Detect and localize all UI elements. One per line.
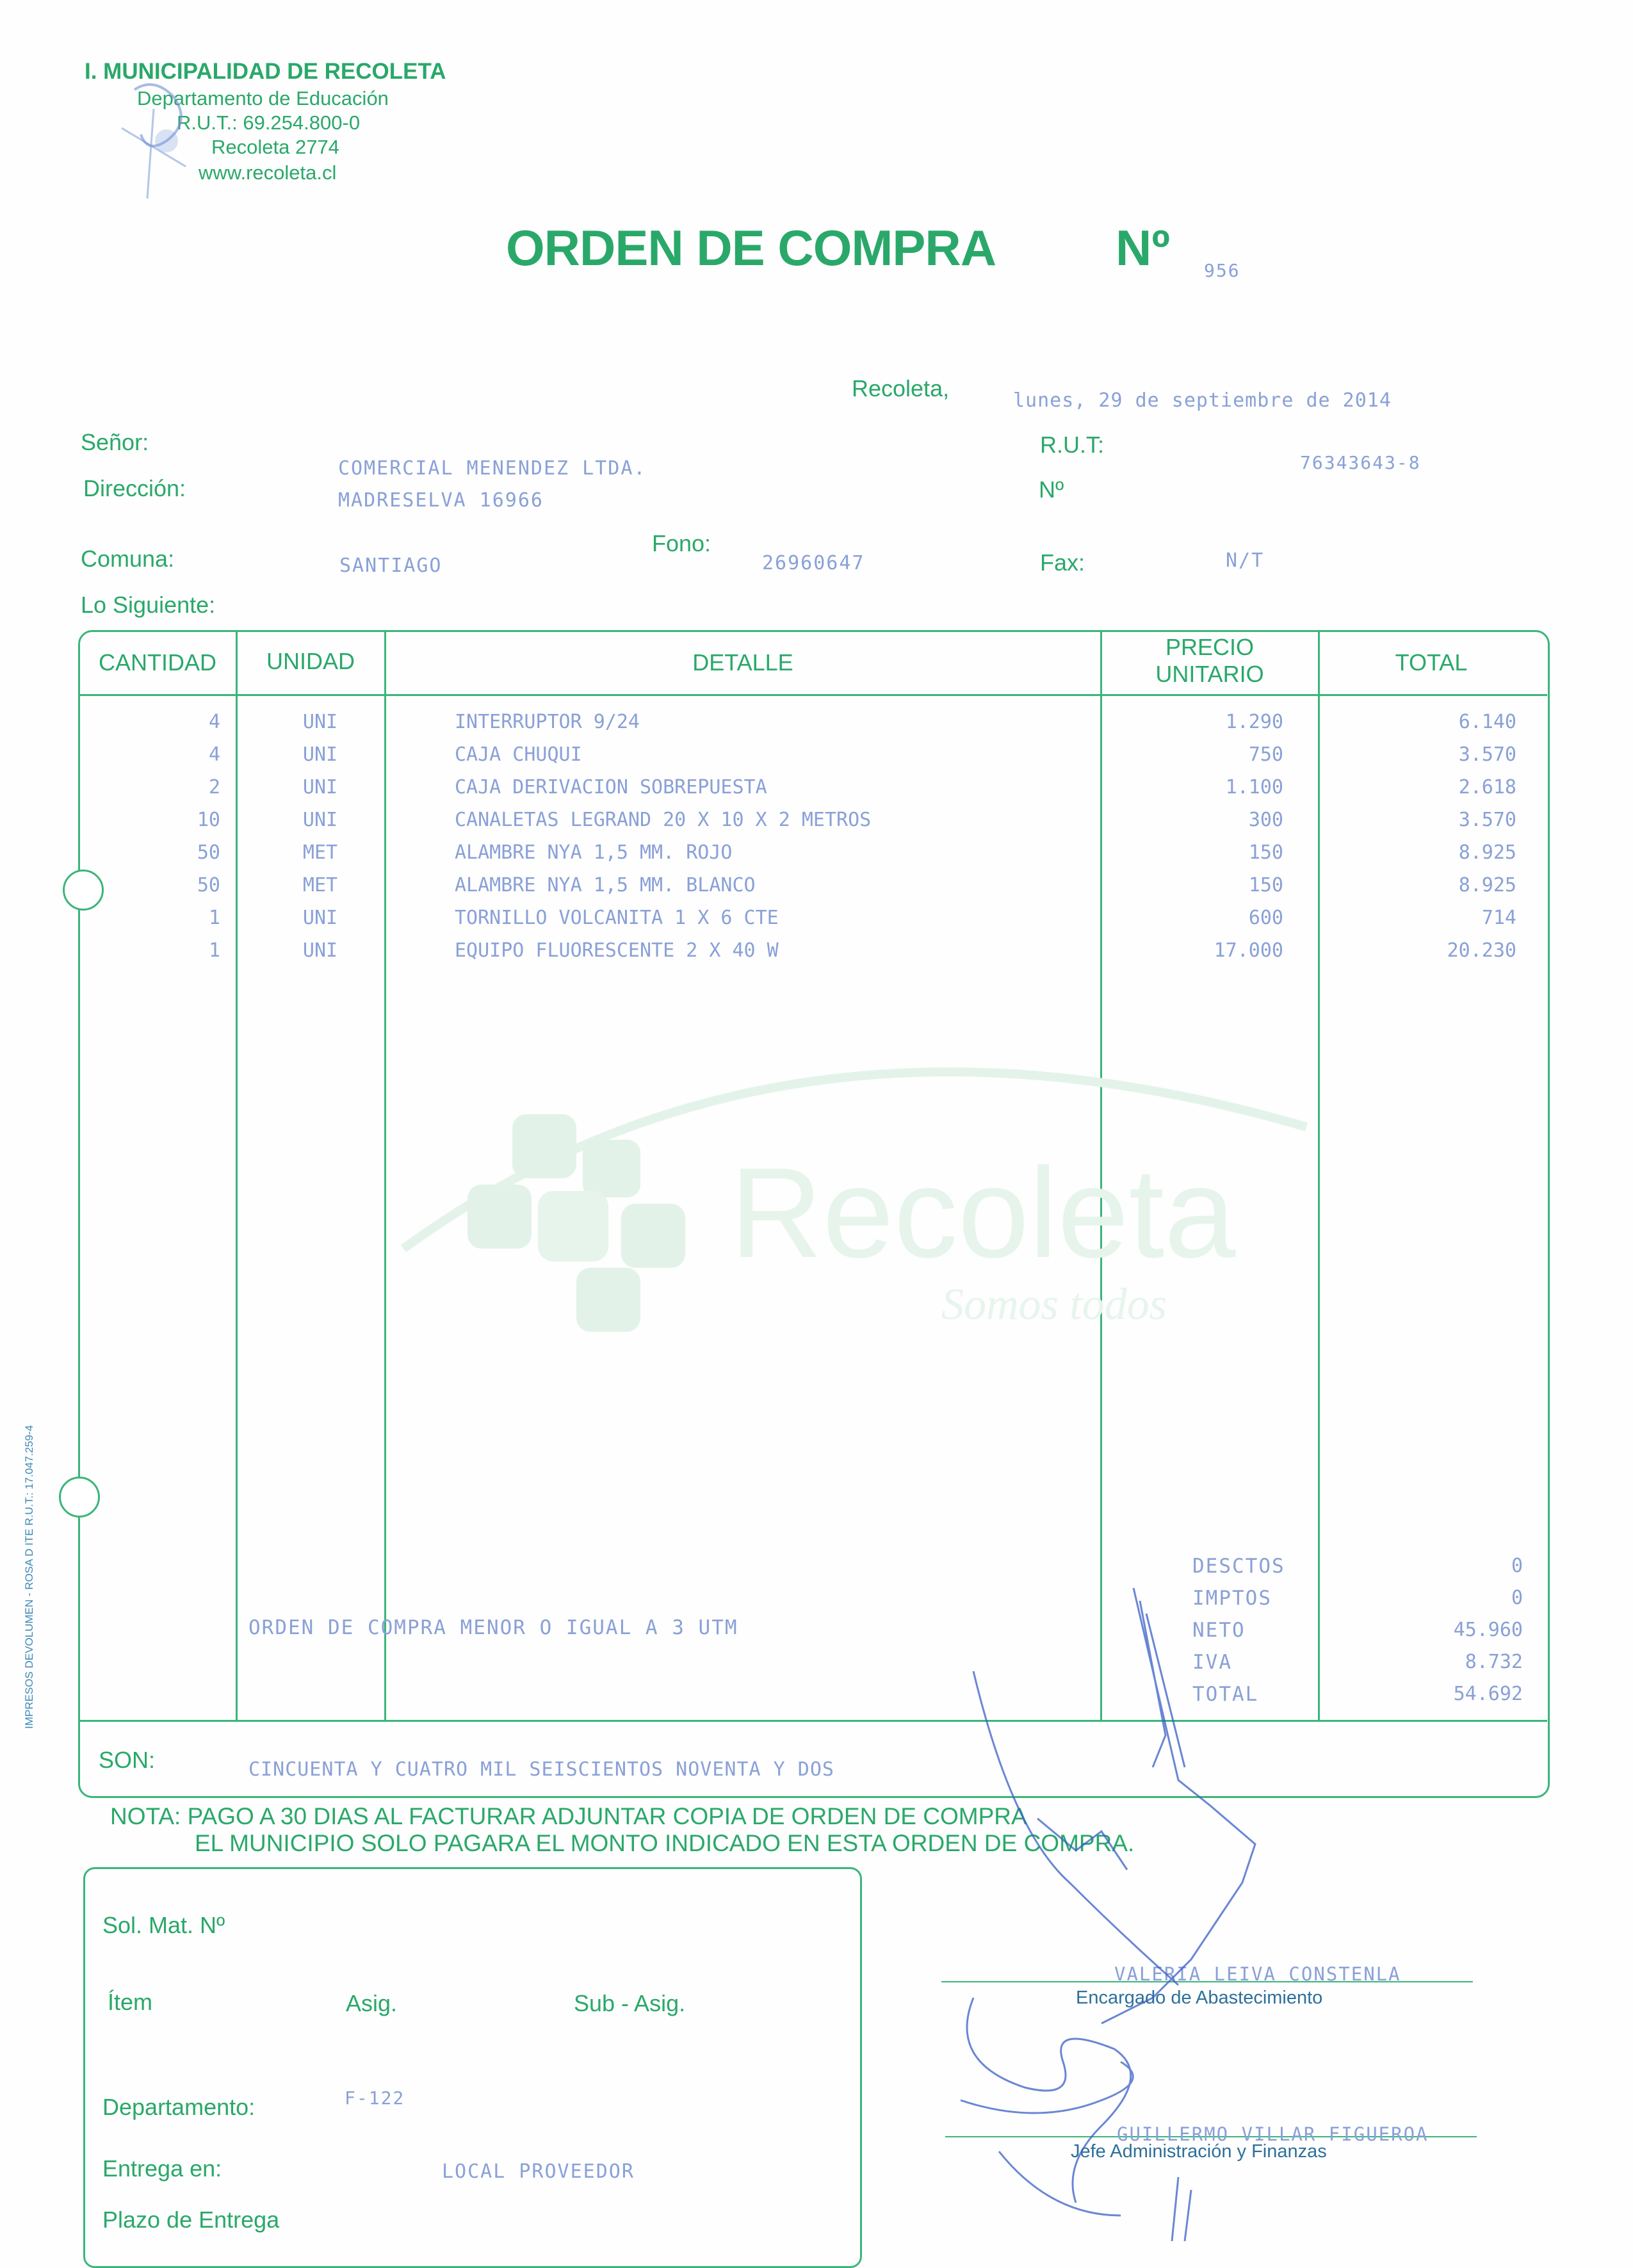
nota-line-2: EL MUNICIPIO SOLO PAGARA EL MONTO INDICADO EN ESTA ORDEN DE COMPRA. [195, 1830, 1135, 1856]
col-header-total: TOTAL [1395, 649, 1468, 676]
municipal-stamp-icon [96, 70, 237, 237]
row-price: 1.100 [1225, 776, 1283, 798]
plazo-label: Plazo de Entrega [102, 2207, 280, 2233]
col-header-cantidad: CANTIDAD [98, 649, 216, 676]
page-title: ORDEN DE COMPRA [506, 220, 996, 276]
fono-label: Fono: [652, 530, 711, 556]
totals-label: DESCTOS [1192, 1555, 1285, 1578]
utm-note: ORDEN DE COMPRA MENOR O IGUAL A 3 UTM [248, 1616, 738, 1639]
departamento-label: Departamento: [102, 2094, 256, 2120]
place-label: Recoleta, [852, 375, 950, 401]
row-qty: 2 [208, 776, 220, 798]
signatory-1-name: VALERIA LEIVA CONSTENLA [1114, 1963, 1401, 1985]
direccion-label: Dirección: [83, 475, 186, 501]
row-qty: 50 [197, 841, 220, 864]
row-price: 1.290 [1225, 711, 1283, 733]
totals-value: 54.692 [1453, 1683, 1523, 1705]
watermark-brand: Recoleta [730, 1142, 1236, 1284]
row-detail: INTERRUPTOR 9/24 [455, 711, 640, 733]
row-detail: CAJA DERIVACION SOBREPUESTA [455, 776, 767, 798]
org-dept: Departamento de Educación [137, 87, 389, 109]
row-detail: TORNILLO VOLCANITA 1 X 6 CTE [455, 907, 779, 929]
table-son-divider [79, 1720, 1547, 1722]
fax-label: Fax: [1040, 549, 1085, 576]
row-total: 714 [1481, 907, 1516, 929]
row-unit: UNI [302, 907, 338, 929]
order-number: 956 [1204, 260, 1240, 281]
row-detail: EQUIPO FLUORESCENTE 2 X 40 W [455, 939, 779, 962]
watermark-slogan: Somos todos [941, 1280, 1167, 1329]
entrega-value: LOCAL PROVEEDOR [442, 2160, 635, 2183]
row-price: 600 [1248, 907, 1283, 929]
row-qty: 1 [208, 939, 220, 962]
row-total: 3.570 [1458, 743, 1516, 766]
totals-value: 45.960 [1453, 1619, 1523, 1641]
totals-value: 8.732 [1465, 1651, 1523, 1673]
row-unit: UNI [302, 711, 338, 733]
row-qty: 50 [197, 874, 220, 896]
row-price: 150 [1248, 874, 1283, 896]
row-qty: 10 [197, 809, 220, 831]
comuna-label: Comuna: [81, 546, 175, 572]
row-qty: 4 [208, 743, 220, 766]
row-total: 3.570 [1458, 809, 1516, 831]
row-price: 300 [1248, 809, 1283, 831]
totals-value: 0 [1511, 1587, 1523, 1609]
row-price: 750 [1248, 743, 1283, 766]
row-price: 150 [1248, 841, 1283, 864]
row-unit: UNI [302, 743, 338, 766]
totals-label: TOTAL [1192, 1683, 1259, 1706]
totals-label: NETO [1192, 1619, 1246, 1642]
asig-label: Asig. [346, 1990, 398, 2016]
totals-label: IVA [1192, 1651, 1232, 1674]
lo-siguiente-label: Lo Siguiente: [81, 592, 216, 618]
org-rut: R.U.T.: 69.254.800-0 [177, 111, 361, 134]
row-total: 8.925 [1458, 841, 1516, 864]
row-unit: UNI [302, 939, 338, 962]
row-detail: CANALETAS LEGRAND 20 X 10 X 2 METROS [455, 809, 872, 831]
row-total: 6.140 [1458, 711, 1516, 733]
printer-side-text-a: IMPRESOS DEVOLUMEN - ROSA [23, 1559, 35, 1729]
col-header-detalle: DETALLE [692, 649, 793, 676]
senor-label: Señor: [81, 429, 149, 455]
col-header-precio-1: PRECIO [1165, 634, 1255, 660]
departamento-value: F-122 [345, 2087, 405, 2109]
totals-label: IMPTOS [1192, 1587, 1272, 1610]
handwritten-signature-icon [909, 1575, 1306, 2248]
signatory-2-role: Jefe Administración y Finanzas [1071, 2141, 1327, 2162]
rut-label: R.U.T: [1040, 432, 1105, 458]
org-web: www.recoleta.cl [199, 161, 337, 184]
row-qty: 4 [208, 711, 220, 733]
row-unit: UNI [302, 809, 338, 831]
row-price: 17.000 [1214, 939, 1283, 962]
totals-value: 0 [1511, 1555, 1523, 1577]
row-total: 2.618 [1458, 776, 1516, 798]
supplier-fono: 26960647 [762, 552, 865, 574]
supplier-rut: 76343643-8 [1300, 452, 1421, 473]
item-label: Ítem [108, 1989, 153, 2015]
printer-side-text [23, 1268, 36, 1729]
row-detail: ALAMBRE NYA 1,5 MM. BLANCO [455, 874, 756, 896]
amount-in-words: CINCUENTA Y CUATRO MIL SEISCIENTOS NOVENTA Y DOS [248, 1758, 834, 1781]
row-unit: MET [302, 874, 338, 896]
nota-line-1: NOTA: PAGO A 30 DIAS AL FACTURAR ADJUNTAR COPIA DE ORDEN DE COMPRA [110, 1803, 1027, 1829]
row-unit: MET [302, 841, 338, 864]
org-name: I. MUNICIPALIDAD DE RECOLETA [85, 59, 446, 84]
row-detail: ALAMBRE NYA 1,5 MM. ROJO [455, 841, 733, 864]
row-unit: UNI [302, 776, 338, 798]
row-total: 8.925 [1458, 874, 1516, 896]
table-header-divider [79, 694, 1547, 696]
punch-hole-bottom [59, 1477, 100, 1518]
printer-side-text-b: D ITE R.U.T.: 17.047.259-4 [23, 1425, 35, 1557]
supplier-n-label: Nº [1039, 476, 1064, 503]
supplier-comuna: SANTIAGO [339, 555, 443, 577]
supplier-address: MADRESELVA 16966 [338, 489, 544, 512]
col-header-unidad: UNIDAD [266, 648, 355, 674]
row-qty: 1 [208, 907, 220, 929]
col-header-precio-2: UNITARIO [1155, 661, 1264, 687]
org-address: Recoleta 2774 [211, 136, 339, 158]
supplier-name: COMERCIAL MENENDEZ LTDA. [338, 457, 647, 480]
signatory-2-name: GUILLERMO VILLAR FIGUEROA [1117, 2123, 1429, 2145]
punch-hole-top [63, 870, 104, 911]
order-number-label: Nº [1116, 220, 1170, 276]
row-detail: CAJA CHUQUI [455, 743, 582, 766]
order-date: lunes, 29 de septiembre de 2014 [1013, 389, 1392, 412]
son-label: SON: [99, 1747, 156, 1773]
row-total: 20.230 [1447, 939, 1516, 962]
supplier-fax: N/T [1226, 549, 1265, 572]
entrega-label: Entrega en: [102, 2155, 222, 2182]
signatory-1-role: Encargado de Abastecimiento [1076, 1988, 1323, 2008]
sol-mat-label: Sol. Mat. Nº [102, 1912, 225, 1938]
sub-asig-label: Sub - Asig. [574, 1990, 686, 2016]
